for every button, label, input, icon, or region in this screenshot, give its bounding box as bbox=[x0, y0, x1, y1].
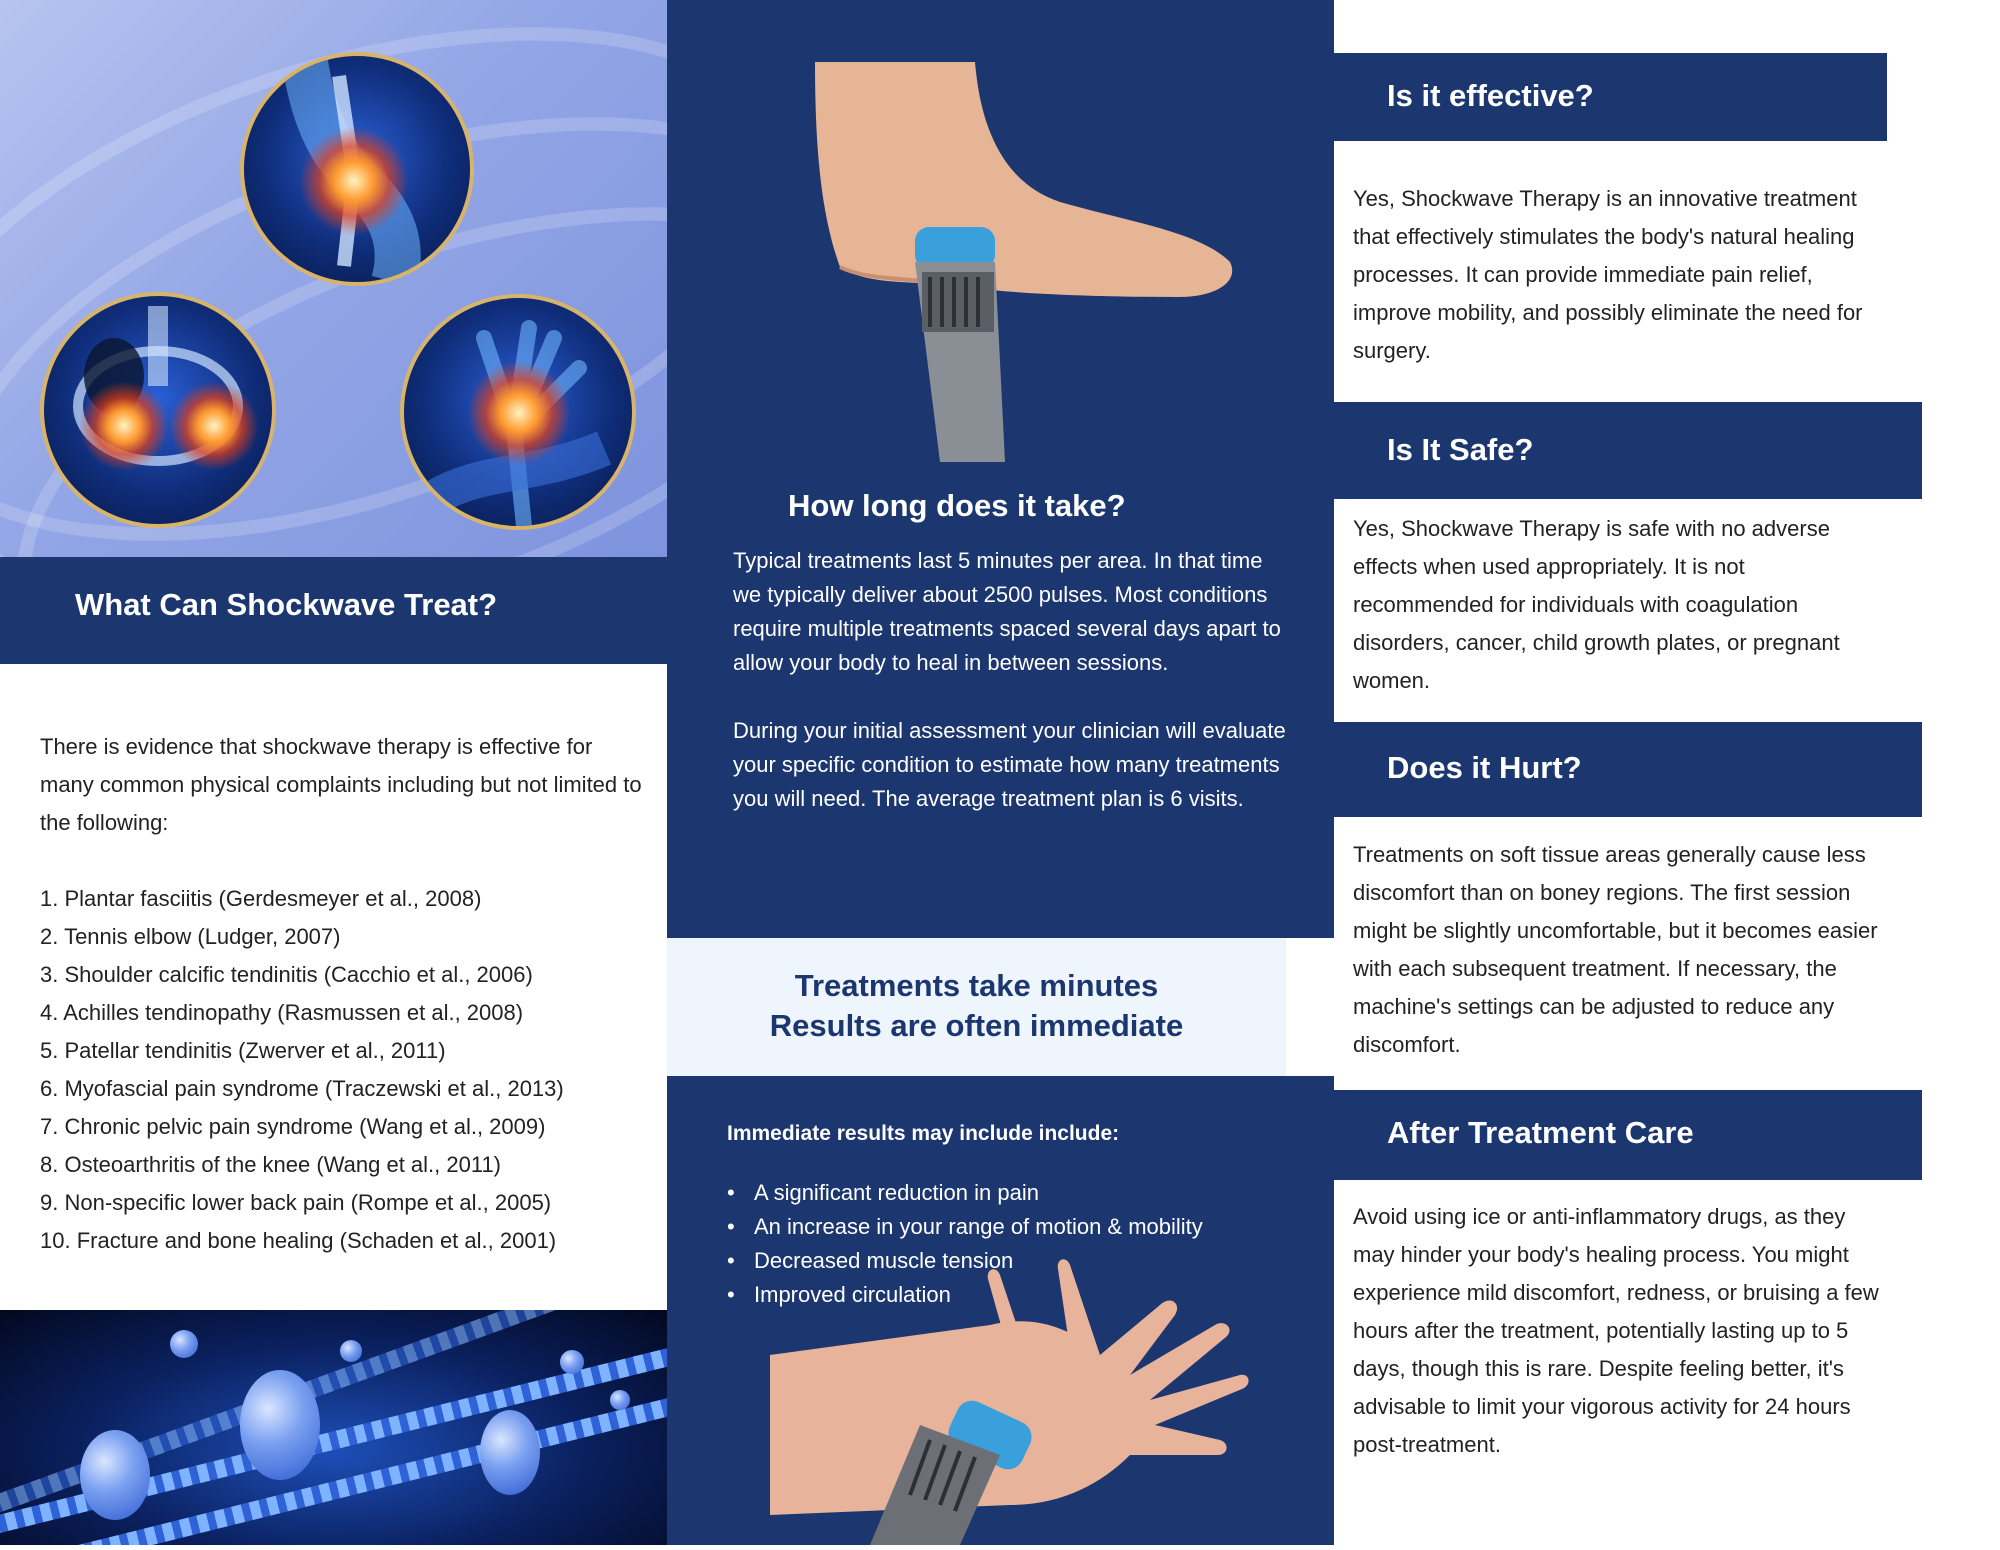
conditions-intro: There is evidence that shockwave therapy is effective for many common physical complaints including but not limited to the following: bbox=[40, 734, 642, 835]
effective-banner bbox=[1334, 53, 1887, 141]
what-can-treat-title: What Can Shockwave Treat? bbox=[75, 587, 498, 622]
safe-paragraph: Yes, Shockwave Therapy is safe with no adverse effects when used appropriately. It is not recommended for individuals with coagulation disorders, cancer, child growth plates, or pregnant women. bbox=[1353, 516, 1840, 693]
callout-line-2: Results are often immediate bbox=[769, 1008, 1184, 1043]
foot-treatment-photo bbox=[800, 62, 1250, 462]
how-long-paragraph-2: During your initial assessment your clinician will evaluate your specific condition to estimate how many treatments you will need. The average treatment plan is 6 visits. bbox=[733, 718, 1286, 811]
hurt-banner bbox=[1334, 722, 1922, 817]
what-can-treat-banner bbox=[0, 557, 667, 664]
list-item: • A significant reduction in pain bbox=[727, 1176, 1307, 1210]
list-item: 2. Tennis elbow (Ludger, 2007) bbox=[40, 924, 341, 949]
knee-pain-image bbox=[240, 52, 474, 286]
how-long-text bbox=[733, 544, 1293, 816]
effective-title: Is it effective? bbox=[1387, 78, 1594, 113]
conditions-list bbox=[40, 880, 650, 1260]
effective-text bbox=[1353, 180, 1888, 370]
list-item: 8. Osteoarthritis of the knee (Wang et al., 2011) bbox=[40, 1152, 502, 1177]
list-item: 3. Shoulder calcific tendinitis (Cacchio et al., 2006) bbox=[40, 962, 533, 987]
care-text bbox=[1353, 1198, 1888, 1464]
care-paragraph: Avoid using ice or anti-inflammatory drugs, as they may hinder your body's healing process. You might experience mild discomfort, redness, or bruising a few hours after the treatment, potentially lasting up to 5 days, though this is rare. Despite feeling better, it's advisable to limit your vigorous activity for 24 hours post-treatment. bbox=[1353, 1204, 1879, 1457]
safe-banner bbox=[1334, 402, 1922, 499]
safe-title: Is It Safe? bbox=[1387, 432, 1534, 467]
list-item: 4. Achilles tendinopathy (Rasmussen et al., 2008) bbox=[40, 1000, 524, 1025]
how-long-paragraph-1: Typical treatments last 5 minutes per area. In that time we typically deliver about 2500 pulses. Most conditions require multiple treatments spaced several days apart to allow your body to heal in between sessions. bbox=[733, 548, 1281, 675]
results-callout bbox=[667, 938, 1286, 1076]
callout-line-1: Treatments take minutes bbox=[794, 968, 1159, 1003]
list-item: 9. Non-specific lower back pain (Rompe et al., 2005) bbox=[40, 1190, 552, 1215]
cells-illustration bbox=[0, 1310, 667, 1545]
care-title: After Treatment Care bbox=[1387, 1115, 1694, 1150]
list-item: 1. Plantar fasciitis (Gerdesmeyer et al., 2008) bbox=[40, 886, 482, 911]
list-item: • Decreased muscle tension bbox=[727, 1244, 1307, 1278]
safe-text bbox=[1353, 510, 1888, 700]
how-long-heading: How long does it take? bbox=[788, 488, 1126, 523]
hurt-text bbox=[1353, 836, 1888, 1064]
list-item: • Improved circulation bbox=[727, 1278, 1307, 1312]
wrist-pain-image bbox=[400, 294, 636, 530]
list-item: 7. Chronic pelvic pain syndrome (Wang et al., 2009) bbox=[40, 1114, 546, 1139]
immediate-results-heading: Immediate results may include include: bbox=[727, 1122, 1120, 1145]
hand-treatment-photo bbox=[770, 1255, 1250, 1545]
list-item: 6. Myofascial pain syndrome (Traczewski et al., 2013) bbox=[40, 1076, 564, 1101]
hurt-title: Does it Hurt? bbox=[1387, 750, 1582, 785]
anatomy-hero-image bbox=[0, 0, 667, 557]
list-item: • An increase in your range of motion & mobility bbox=[727, 1210, 1307, 1244]
hurt-paragraph: Treatments on soft tissue areas generally cause less discomfort than on boney regions. The first session might be slightly uncomfortable, but it becomes easier with each subsequent treatment. If necessary, the machine's settings can be adjusted to reduce any discomfort. bbox=[1353, 842, 1878, 1057]
list-item: 10. Fracture and bone healing (Schaden et al., 2001) bbox=[40, 1228, 557, 1253]
hip-pain-image bbox=[40, 292, 276, 528]
conditions-section bbox=[40, 728, 650, 1260]
care-banner bbox=[1334, 1090, 1922, 1180]
list-item: 5. Patellar tendinitis (Zwerver et al., 2011) bbox=[40, 1038, 446, 1063]
effective-paragraph: Yes, Shockwave Therapy is an innovative treatment that effectively stimulates the body's natural healing processes. It can provide immediate pain relief, improve mobility, and possibly eliminate the need for surgery. bbox=[1353, 186, 1863, 363]
